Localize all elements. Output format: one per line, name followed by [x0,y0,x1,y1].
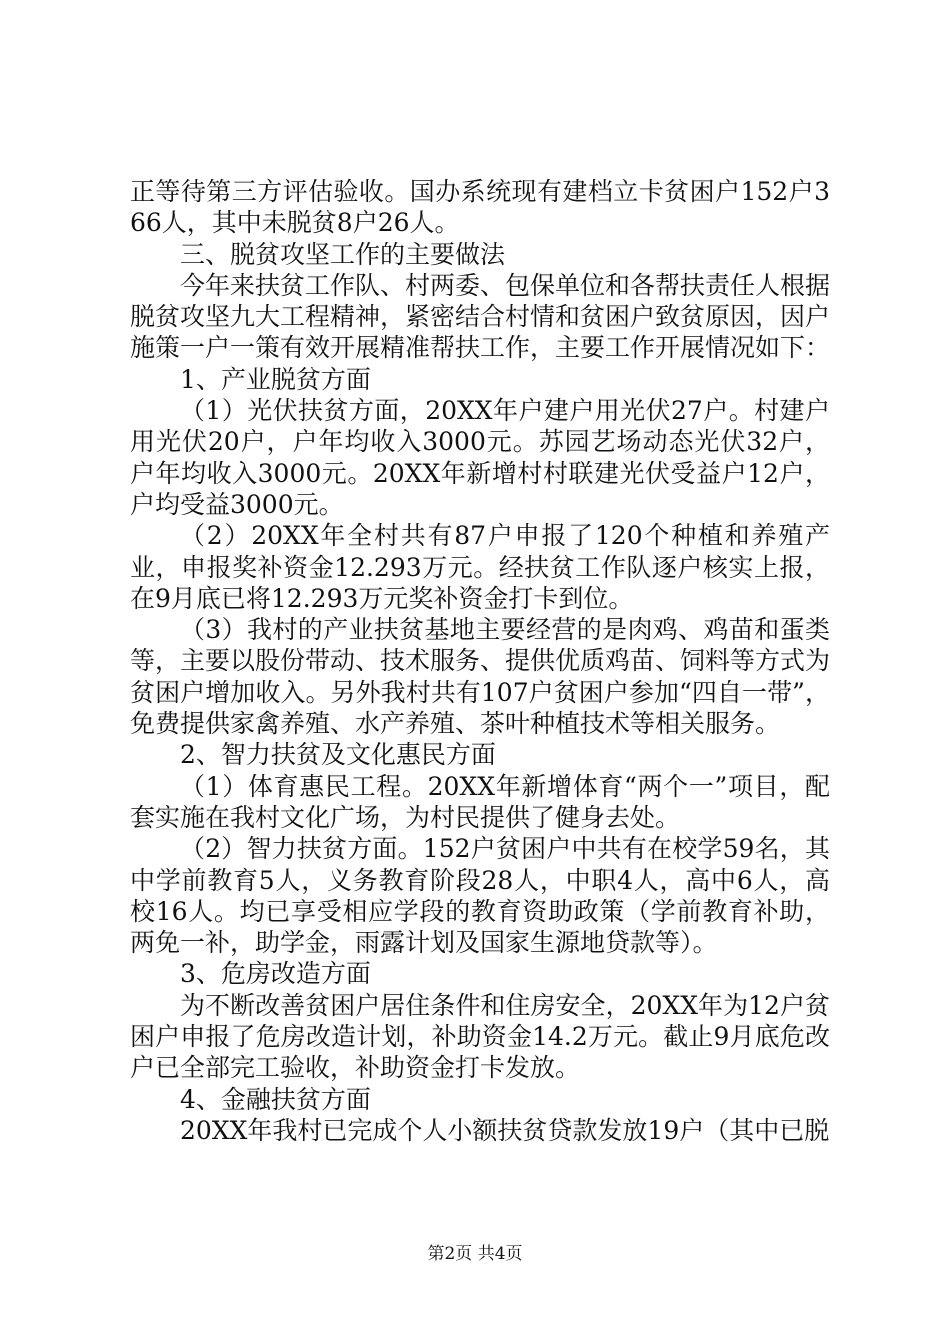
paragraph-sports-project: （1）体育惠民工程。20XX年新增体育“两个一”项目，配套实施在我村文化广场，为村民提供了健身去处。 [130,771,830,832]
paragraph-microloans: 20XX年我村已完成个人小额扶贫贷款发放19户（其中已脱 [180,1115,830,1145]
paragraph-planting-breeding-subsidy: （2）20XX年全村共有87户申报了120个种植和养殖产业，申报奖补资金12.293万元。经扶贫工作队逐户核实上报，在9月底已将12.293万元奖补资金打卡到位。 [130,521,830,613]
paragraph-education-support: （2）智力扶贫方面。152户贫困户中共有在校学59名，其中学前教育5人，义务教育阶段28人，中职4人，高中6人，高校16人。均已享受相应学段的教育资助政策（学前教育补助，两免一补，助学金，雨露计划及国家生源地贷款等）。 [130,834,830,958]
paragraph-work-overview: 今年来扶贫工作队、村两委、包保单位和各帮扶责任人根据脱贫攻坚九大工程精神，紧密结合村情和贫困户致贫原因，因户施策一户一策有效开展精准帮扶工作，主要工作开展情况如下： [130,270,831,363]
subheading-housing-renovation: 3、危房改造方面 [180,959,371,989]
document-body [130,176,830,1146]
page-number-footer: 第2页 共4页 [427,1244,523,1264]
subheading-industry-poverty-relief: 1、产业脱贫方面 [180,364,371,394]
subheading-financial-poverty-relief: 4、金融扶贫方面 [180,1084,371,1114]
subheading-education-culture: 2、智力扶贫及文化惠民方面 [180,740,496,770]
paragraph-housing-renovation: 为不断改善贫困户居住条件和住房安全，20XX年为12户贫困户申报了危房改造计划，补助资金14.2万元。截止9月底危改户已全部完工验收，补助资金打卡发放。 [130,990,830,1083]
paragraph-industry-base: （3）我村的产业扶贫基地主要经营的是肉鸡、鸡苗和蛋类等，主要以股份带动、技术服务、提供优质鸡苗、饲料等方式为贫困户增加收入。另外我村共有107户贫困户参加“四自一带”，免费提供家禽养殖、水产养殖、茶叶种植技术等相关服务。 [130,615,831,739]
paragraph-solar-poverty-relief: （1）光伏扶贫方面，20XX年户建户用光伏27户。村建户用光伏20户，户年均收入3000元。苏园艺场动态光伏32户，户年均收入3000元。20XX年新增村村联建光伏受益户12户，户均受益3000元。 [130,396,830,519]
paragraph-registered-households: 正等待第三方评估验收。国办系统现有建档立卡贫困户152户366人，其中未脱贫8户26人。 [130,177,830,238]
section-heading-main-practices: 三、脱贫攻坚工作的主要做法 [180,239,506,269]
